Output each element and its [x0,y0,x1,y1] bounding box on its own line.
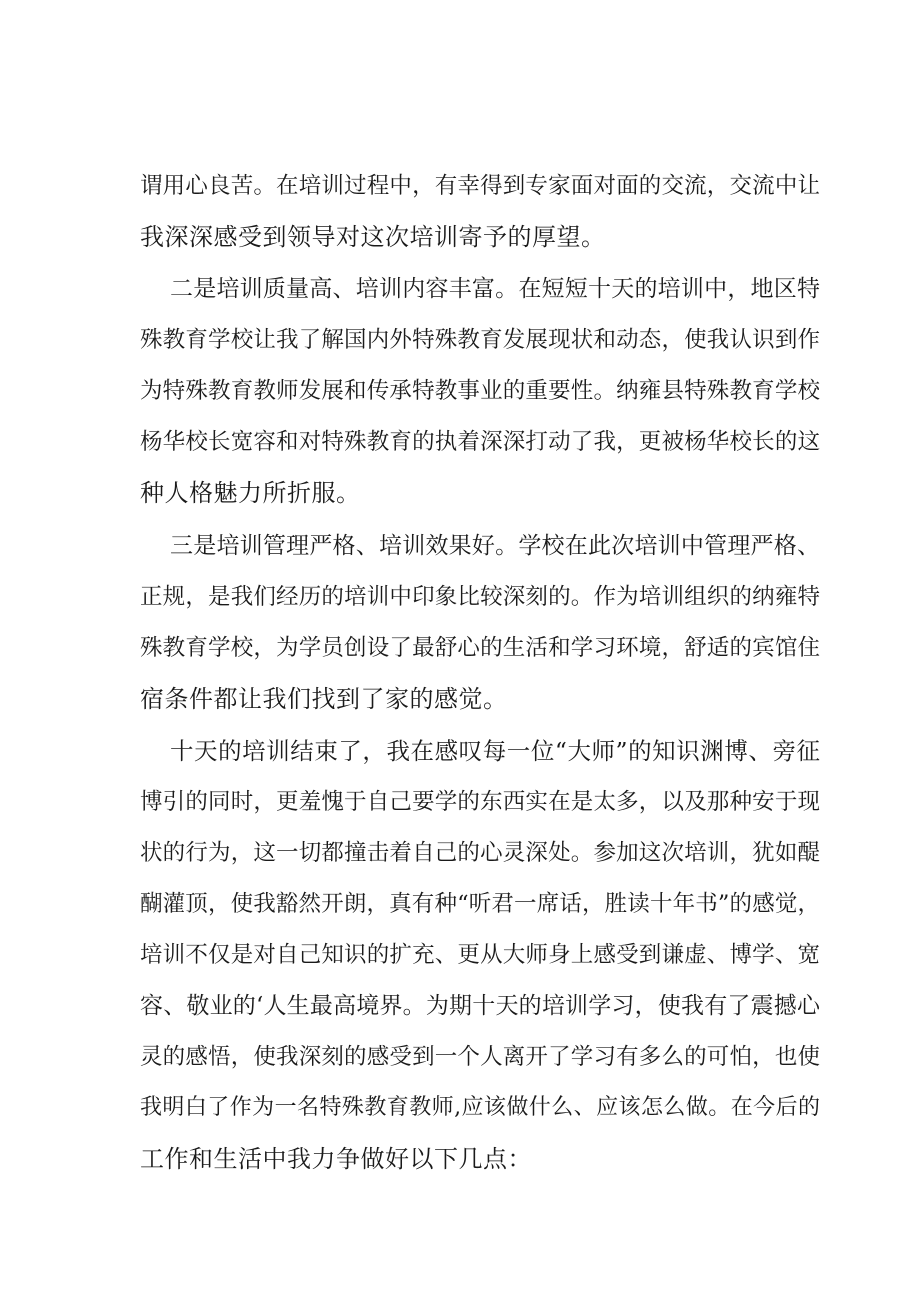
text-line: 容、敬业的‘人生最高境界。为期十天的培训学习，使我有了震撼心 [140,993,820,1019]
text-line: 灵的感悟，使我深刻的感受到一个人离开了学习有多么的可怕，也使 [140,1044,820,1070]
text-line: 殊教育学校让我了解国内外特殊教育发展现状和动态，使我认识到作 [140,327,820,353]
text-line: 杨华校长宽容和对特殊教育的执着深深打动了我，更被杨华校长的这 [140,429,820,455]
text-line: 三是培训管理严格、培训效果好。学校在此次培训中管理严格、 [170,533,820,559]
text-line: 工作和生活中我力争做好以下几点： [140,1145,532,1173]
text-line: 谓用心良苦。在培训过程中，有幸得到专家面对面的交流，交流中让 [140,173,820,199]
text-line: 宿条件都让我们找到了家的感觉。 [140,685,508,713]
text-line: 我深深感受到领导对这次培训寄予的厚望。 [140,223,606,251]
text-line: 为特殊教育教师发展和传承特教事业的重要性。纳雍县特殊教育学校 [140,378,820,404]
text-line: 正规，是我们经历的培训中印象比较深刻的。作为培训组织的纳雍特 [140,584,820,610]
text-line: 培训不仅是对自己知识的扩充、更从大师身上感受到谦虚、博学、宽 [140,942,820,968]
text-line: 状的行为，这一切都撞击着自己的心灵深处。参加这次培训，犹如醍 [140,840,820,866]
text-line: 十天的培训结束了，我在感叹每一位“大师”的知识渊博、旁征 [170,737,820,765]
text-line: 我明白了作为一名特殊教育教师,应该做什么、应该怎么做。在今后的 [140,1095,820,1120]
text-line: 醐灌顶，使我豁然开朗，真有种“听君一席话，胜读十年书”的感觉， [140,891,820,917]
text-line: 二是培训质量高、培训内容丰富。在短短十天的培训中，地区特 [170,276,820,302]
text-line: 博引的同时，更羞愧于自己要学的东西实在是太多，以及那种安于现 [140,789,820,815]
text-line: 种人格魅力所折服。 [140,479,361,507]
text-line: 殊教育学校，为学员创设了最舒心的生活和学习环境，舒适的宾馆住 [140,635,820,661]
